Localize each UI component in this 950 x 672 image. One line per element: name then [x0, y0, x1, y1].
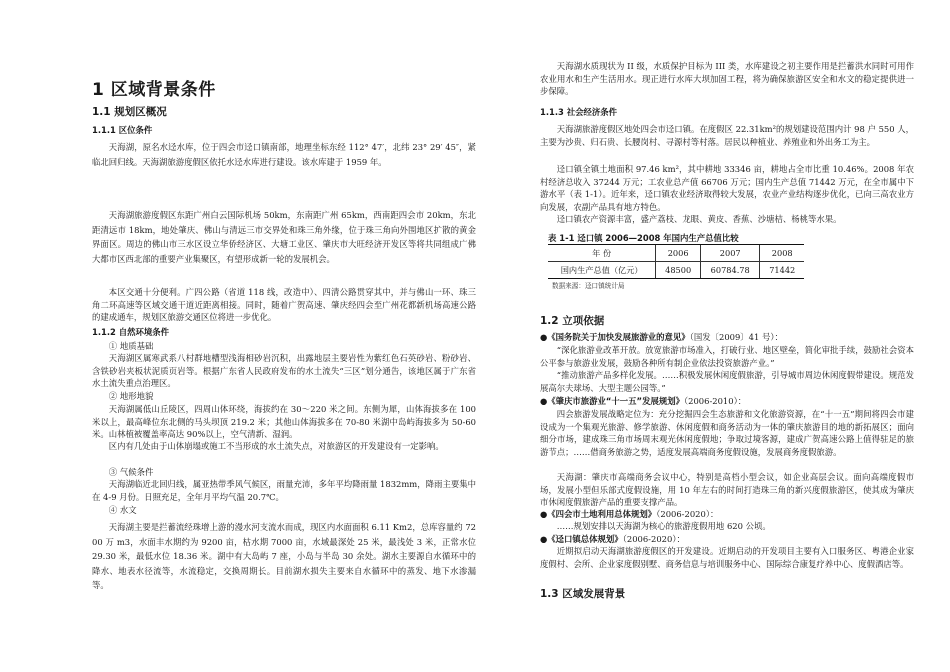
paragraph-climate: 天海湖临近北回归线，属亚热带季风气候区，雨量充沛，多年平均降雨量 1832mm，降雨主要集中在 4-9 月份。日照充足，全年月平均气温 20.7℃。: [92, 479, 476, 502]
bullet-title: ●《四会市土地利用总体规划》: [540, 509, 657, 519]
subsection-heading-1-1-3: 1.1.3 社会经济条件: [540, 107, 618, 117]
bullet-sihui-land-plan: [540, 508, 914, 521]
paragraph-social-3: 迳口镇农产资源丰富，盛产荔枝、龙眼、黄皮、香蕉、沙塘桔、杨桃等水果。: [556, 214, 842, 224]
bullet-zhaoqing-plan: [540, 395, 914, 408]
bullet-ref: （国发〔2009〕41 号）：: [689, 332, 783, 342]
chapter-title: 1 区域背景条件: [92, 80, 216, 100]
paragraph-water-quality: 天海湖水质现状为 II 级，水质保护目标为 III 类，水库建设之初主要作用是拦蓄洪水同时可用作农业用水和生产生活用水。现正进行水库大坝加固工程，将为确保旅游区安全和水文的稳定提供进一步保障。: [540, 61, 914, 97]
paragraph-bullet-2-b: 天海湖：肇庆市高端商务会议中心，特别是高档小型会议，如企业高层会议。面向高端度假市场，发展小型但乐部式度假设施，用 10 年左右的时间打造珠三角的新兴度假旅游区，使其成为肇庆市休闲度假旅游产品的重要支撑产品。: [540, 472, 914, 508]
bullet-title: ●《迳口镇总体规划》: [540, 534, 623, 544]
bullet-title: ●《肇庆市旅游业“十一五”发展规划》: [540, 396, 684, 406]
table-header-cell: 2008: [760, 245, 804, 262]
table-header-row: [548, 245, 804, 262]
paragraph-bullet-2: 四会旅游发展战略定位为：充分挖掘四会生态旅游和文化旅游资源，在“十一五”期间将四会市建设成为一个集观光旅游、修学旅游、休闲度假和商务活动为一体的肇庆旅游目的地的新拓展区；面向细分市场，建成珠三角市场周末观光休闲度假地；争取过境客源，建成广贺高速公路上值得驻足的旅游节点；……借商务旅游之势，适度发展高端商务度假设施，发展商务度假旅游。: [540, 409, 914, 457]
table-header-cell: 2007: [700, 245, 760, 262]
table-header-cell: 年 份: [548, 245, 656, 262]
paragraph-location-2: 天海湖旅游度假区东距广州白云国际机场 50km，东南距广州 65km，西南距四会市 20km，东北距清远市 18km，地处肇庆、佛山与清远三市交界处和珠三角外缘，位于珠三角向外围地区扩散的黄金界面区。周边的佛山市三水区设立华侨经济区、大塘工业区、肇庆市大旺经济开发区等将共同组成广佛大都市区西北部的重要产业集聚区，有望形成新一轮的发展机会。: [92, 210, 476, 264]
bullet-title: ●《国务院关于加快发展旅游业的意见》: [540, 332, 690, 342]
paragraph-social-1: 天海湖旅游度假区地处四会市迳口镇。在度假区 22.31km²的规划建设范围内计 98 户 550 人，主要为沙贵、归石贵、长腰岗村、寻源村等村落。居民以种植业、养殖业和外出务工为主。: [540, 124, 914, 147]
climate-title: ③ 气候条件: [108, 467, 154, 477]
paragraph-hydrology: 天海湖主要是拦蓄流经珠增上游的漫水河支流水而成，现区内水面面积 6.11 Km2，总库容量约 7200 万 m3，水面丰水期约为 9200 亩，枯水期 7000 亩，水域最深处 25 米，最浅处 3 米，正常水位 29.30 米，最低水位 18.36 米。湖中有大岛屿 7 座，小岛与半岛 30 余处。湖水主要源自水循环中的降水、地表水径流等，水流稳定，交换周期长。目前湖水损失主要来自水循环中的蒸发、地下水渗漏等。: [92, 522, 476, 591]
table-note: 数据来源：迳口镇统计局: [552, 282, 625, 290]
paragraph-landform: 天海湖属低山丘陵区，四周山体环绕，海拔约在 30～220 米之间。东侧为犀，山体海拔多在 100 米以上，最高峰位东北侧的马头坝顶 219.2 米；其他山体海拔多在 70-80 米湖中岛屿海拔多为 50-60 米。山林植被覆盖率高达 90%以上，空气清新、湿润。: [92, 404, 476, 440]
table-cell: 60784.78: [700, 262, 760, 279]
table-cell: 71442: [760, 262, 804, 279]
subsection-heading-1-1-1: 1.1.1 区位条件: [92, 125, 153, 135]
landform-title: ② 地形地貌: [108, 391, 154, 401]
paragraph-location-3: 本区交通十分便利。广四公路（省道 118 线，改造中）、四清公路贯穿其中，并与佛山一环、珠三角二环高速等区域交通干道近距离相接。同时，随着广贺高速、肇庆经四会至广州花都新机场高速公路的建成通车，规划区旅游交通区位将进一步优化。: [92, 287, 476, 323]
table-row: [548, 262, 804, 279]
table-header-cell: 2006: [656, 245, 701, 262]
section-heading-1-2: 1.2 立项依据: [540, 315, 605, 327]
bullet-state-council: [540, 331, 914, 344]
paragraph-bullet-3: ……规划安排以天海湖为核心的旅游度假用地 620 公顷。: [556, 521, 771, 531]
subsection-heading-1-1-2: 1.1.2 自然环境条件: [92, 327, 170, 337]
section-heading-1-1: 1.1 规划区概况: [92, 106, 167, 118]
paragraph-geology: 天海湖区属寒武系八村群地槽型浅海相砂岩沉积，出露地层主要岩性为紫红色石英砂岩、粉砂岩、含铁砂岩夹板状泥质页岩等。根据广东省人民政府发布的水土流失“三区”划分通告，该地区属于广东省水土流失重点治理区。: [92, 353, 476, 389]
paragraph-bullet-1-a: “深化旅游业改革开放。放宽旅游市场准入，打破行业、地区壁垒，简化审批手续，鼓励社会资本公平参与旅游业发展，鼓励各种所有制企业依法投资旅游产业。”: [540, 345, 914, 368]
paragraph-landform-2: 区内有几处由于山体崩塌或施工不当形成的水土流失点，对旅游区的开发建设有一定影响。: [108, 441, 444, 451]
paragraph-location-1: 天海湖，原名水迳水库，位于四会市迳口镇南部，地理坐标东经 112° 47′，北纬 23° 29′ 45″，紧临北回归线。天海湖旅游度假区依托水迳水库进行建设。该水库建于 1959 年。: [92, 142, 476, 167]
bullet-ref: （2006-2010）：: [683, 396, 747, 406]
table-caption: 表 1-1 迳口镇 2006—2008 年国内生产总值比较: [548, 233, 739, 243]
bullet-ref: （2006-2020）：: [622, 534, 685, 544]
bullet-ref: （2006-2020）：: [656, 509, 719, 519]
paragraph-social-2: 迳口镇全镇土地面积 97.46 km²，其中耕地 33346 亩，耕地占全市比重 10.46%。2008 年农村经济总收入 37244 万元；工农业总产值 66706 万元；国内生产总值 71442 万元，在全市属中下游水平（表 1-1）。近年来，迳口镇农业经济取得较大发展，农业产业结构逐步优化，已向三高农业方向发展，农副产品具有地方特色。: [540, 164, 914, 212]
hydrology-title: ④ 水文: [108, 505, 137, 515]
table-cell: 48500: [656, 262, 701, 279]
geology-title: ① 地质基础: [108, 341, 154, 351]
paragraph-bullet-4: 近期拟启动天海湖旅游度假区的开发建设。近期启动的开发项目主要有入口服务区、粤港企业家度假村、会所、企业家度假别墅、商务信息与培训服务中心、国际综合康复疗养中心、度假酒店等。: [540, 546, 914, 569]
gdp-table: [548, 244, 804, 279]
table-cell: 国内生产总值（亿元）: [548, 262, 656, 279]
section-heading-1-3: 1.3 区域发展背景: [540, 588, 626, 600]
bullet-jingkou-plan: [540, 533, 914, 546]
paragraph-bullet-1-b: “推动旅游产品多样化发展。……积极发展休闲度假旅游，引导城市周边休闲度假带建设。规范发展高尔夫球场、大型主题公园等。”: [540, 370, 914, 393]
